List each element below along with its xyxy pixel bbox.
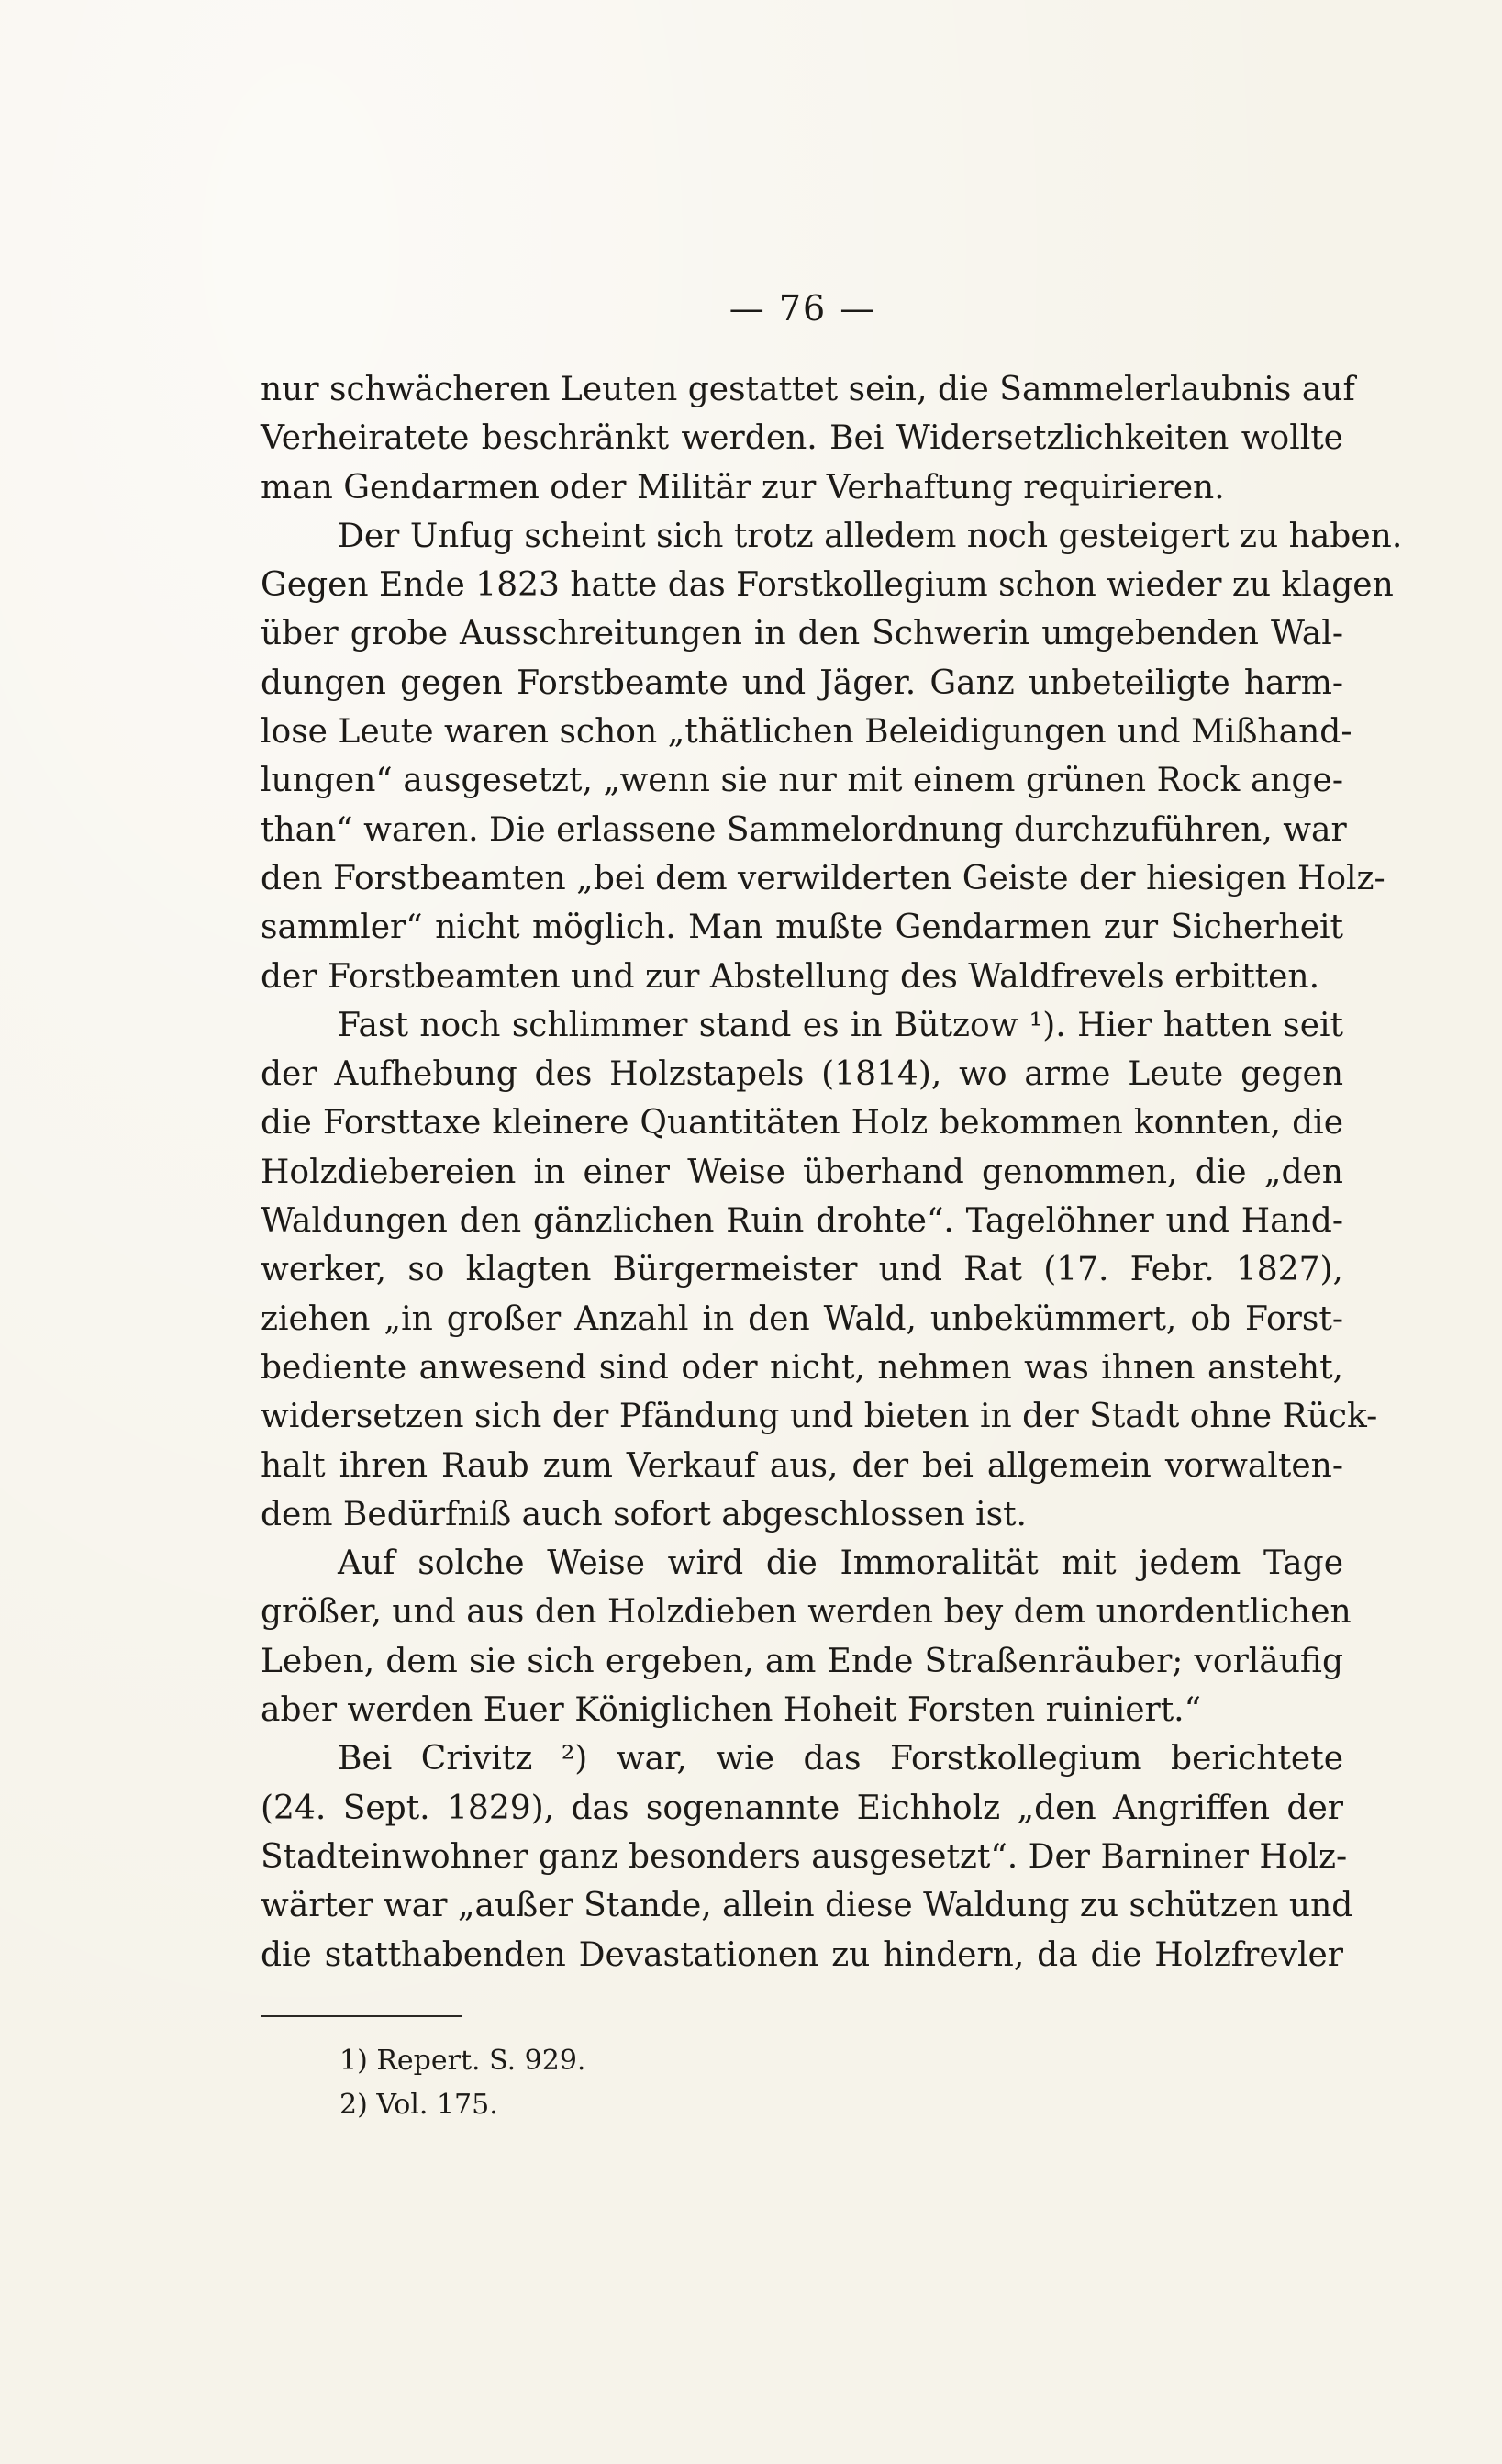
text-line: Gegen Ende 1823 hatte das Forstkollegium schon wieder zu klagen	[261, 566, 1394, 605]
footnote-1: 1) Repert. S. 929.	[339, 2045, 586, 2077]
text-line: sammler“ nicht möglich. Man mußte Gendarmen zur Sicherheit	[261, 909, 1343, 947]
text-line: die statthabenden Devastationen zu hindern, da die Holzfrevler	[261, 1935, 1343, 1974]
text-line: widersetzen sich der Pfändung und bieten in der Stadt ohne Rück-	[261, 1398, 1378, 1436]
text-line: aber werden Euer Königlichen Hoheit Forsten ruiniert.“	[261, 1691, 1202, 1730]
text-line: than“ waren. Die erlassene Sammelordnung durchzuführen, war	[261, 810, 1347, 849]
text-line: wärter war „außer Stande, allein diese Waldung zu schützen und	[261, 1887, 1353, 1925]
text-line: Stadteinwohner ganz besonders ausgesetzt“. Der Barniner Holz-	[261, 1837, 1348, 1876]
text-line: lose Leute waren schon „thätlichen Beleidigungen und Mißhand-	[261, 713, 1352, 752]
text-line: dem Bedürfniß auch sofort abgeschlossen ist.	[261, 1495, 1027, 1533]
text-line: Verheiratete beschränkt werden. Bei Widersetzlichkeiten wollte	[261, 419, 1343, 458]
text-line: man Gendarmen oder Militär zur Verhaftung requirieren.	[261, 468, 1225, 507]
text-line: ziehen „in großer Anzahl in den Wald, unbekümmert, ob Forst-	[261, 1299, 1343, 1338]
text-line: größer, und aus den Holzdieben werden bey dem unordentlichen	[261, 1593, 1352, 1632]
text-line: Holzdiebereien in einer Weise überhand genommen, die „den	[261, 1153, 1343, 1191]
text-line: Der Unfug scheint sich trotz alledem noch gesteigert zu haben.	[338, 517, 1403, 555]
text-line: über grobe Ausschreitungen in den Schwerin umgebenden Wal-	[261, 615, 1343, 653]
text-line: Auf solche Weise wird die Immoralität mit jedem Tage	[338, 1544, 1343, 1583]
footnote-separator	[261, 2015, 462, 2017]
text-line: Waldungen den gänzlichen Ruin drohte“. Tagelöhner und Hand-	[261, 1202, 1343, 1241]
footnote-2: 2) Vol. 175.	[339, 2089, 498, 2121]
text-line: (24. Sept. 1829), das sogenannte Eichholz „den Angriffen der	[261, 1789, 1343, 1827]
text-line: Leben, dem sie sich ergeben, am Ende Straßenräuber; vorläufig	[261, 1642, 1343, 1680]
text-line: der Aufhebung des Holzstapels (1814), wo arme Leute gegen	[261, 1055, 1343, 1094]
text-line: halt ihren Raub zum Verkauf aus, der bei allgemein vorwalten-	[261, 1446, 1343, 1485]
text-line: werker, so klagten Bürgermeister und Rat (17. Febr. 1827),	[261, 1251, 1343, 1289]
text-line: lungen“ ausgesetzt, „wenn sie nur mit einem grünen Rock ange-	[261, 762, 1343, 800]
footnotes	[339, 2039, 585, 2127]
text-line: nur schwächeren Leuten gestattet sein, die Sammelerlaubnis auf	[261, 371, 1355, 408]
text-line: den Forstbeamten „bei dem verwilderten Geiste der hiesigen Holz-	[261, 859, 1385, 898]
text-line: die Forsttaxe kleinere Quantitäten Holz bekommen konnten, die	[261, 1104, 1343, 1143]
text-line: Fast noch schlimmer stand es in Bützow ¹). Hier hatten seit	[338, 1006, 1343, 1044]
text-line: bediente anwesend sind oder nicht, nehmen was ihnen ansteht,	[261, 1348, 1343, 1387]
text-line: dungen gegen Forstbeamte und Jäger. Ganz unbeteiligte harm-	[261, 663, 1343, 702]
text-line: der Forstbeamten und zur Abstellung des Waldfrevels erbitten.	[261, 957, 1320, 996]
text-line: Bei Crivitz ²) war, wie das Forstkollegium berichtete	[338, 1740, 1343, 1778]
page-number: — 76 —	[729, 288, 877, 329]
body-text	[261, 365, 1403, 1979]
